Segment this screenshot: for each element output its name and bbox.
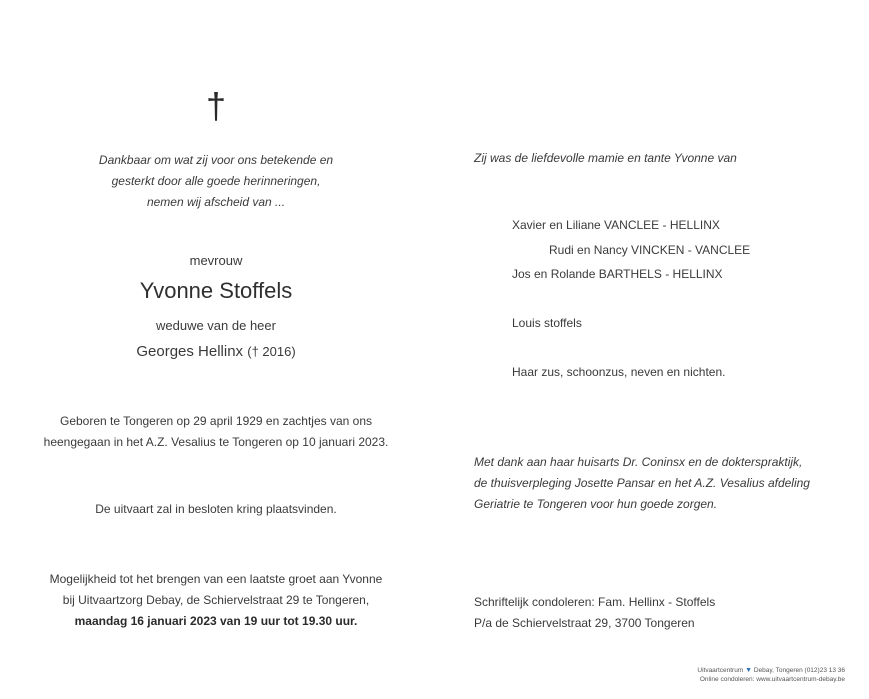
- footer-online: Online condoleren: www.uitvaartcentrum-debay.be: [699, 676, 845, 683]
- visit-line: Mogelijkheid tot het brengen van een laatste groet aan Yvonne: [49, 572, 383, 586]
- family-member: Xavier en Liliane VANCLEE - HELLINX: [512, 218, 720, 232]
- cross-icon: †: [205, 85, 227, 126]
- footer-company: Uitvaartcentrum: [697, 667, 744, 674]
- family-member: Haar zus, schoonzus, neven en nichten.: [512, 365, 726, 379]
- widow-of: weduwe van de heer: [156, 318, 276, 333]
- intro-text: [0, 150, 432, 213]
- visit-time: maandag 16 januari 2023 van 19 uur tot 19.30 uur.: [74, 614, 358, 628]
- footer-contact: Debay, Tongeren (012)23 13 36: [753, 667, 845, 674]
- thanks-line: Geriatrie te Tongeren voor hun goede zorgen.: [474, 497, 718, 511]
- deceased-name: Yvonne Stoffels: [139, 278, 293, 303]
- spouse-name: Georges Hellinx: [136, 343, 244, 360]
- birth-death-text: [0, 411, 432, 453]
- thanks-line: Met dank aan haar huisarts Dr. Coninsx en de dokterspraktijk,: [474, 455, 803, 469]
- funeral-text: De uitvaart zal in besloten kring plaatsvinden.: [95, 502, 337, 516]
- footer: [697, 666, 845, 684]
- family-member: Rudi en Nancy VINCKEN - VANCLEE: [549, 243, 751, 257]
- condolence-line: Schriftelijk condoleren: Fam. Hellinx - Stoffels: [474, 595, 716, 609]
- intro-line: nemen wij afscheid van ...: [146, 195, 286, 209]
- thanks-line: de thuisverpleging Josette Pansar en het A.Z. Vesalius afdeling: [474, 476, 810, 490]
- condolence-text: [474, 592, 715, 634]
- visitation-text: [0, 569, 432, 632]
- family-member: Jos en Rolande BARTHELS - HELLINX: [512, 267, 723, 281]
- family-member: Louis stoffels: [512, 316, 582, 330]
- intro-line: Dankbaar om wat zij voor ons betekende en: [98, 153, 334, 167]
- born-line: heengegaan in het A.Z. Vesalius te Tongeren op 10 januari 2023.: [43, 435, 389, 449]
- spouse-death: († 2016): [247, 344, 296, 359]
- salutation: mevrouw: [189, 253, 243, 268]
- born-line: Geboren te Tongeren op 29 april 1929 en zachtjes van ons: [60, 414, 372, 428]
- spouse: [0, 343, 432, 360]
- visit-line: bij Uitvaartzorg Debay, de Schiervelstraat 29 te Tongeren,: [62, 593, 370, 607]
- thanks-text: [474, 452, 810, 515]
- triangle-icon: ▼: [745, 667, 752, 674]
- intro-line: gesterkt door alle goede herinneringen,: [111, 174, 321, 188]
- condolence-line: P/a de Schiervelstraat 29, 3700 Tongeren: [474, 616, 695, 630]
- right-intro: Zij was de liefdevolle mamie en tante Yvonne van: [474, 151, 737, 165]
